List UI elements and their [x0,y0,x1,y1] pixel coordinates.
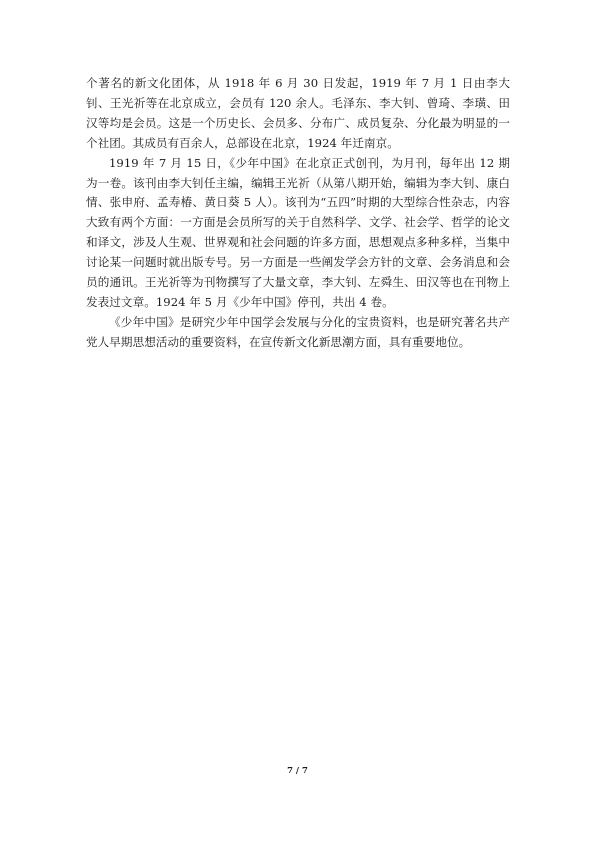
paragraph-journal-history: 1919 年 7 月 15 日，《少年中国》在北京正式创刊，为月刊，每年出 12 期为一卷。该刊由李大钊任主编，编辑王光祈（从第八期开始，编辑为李大钊、康白情、张申府、孟寿椿、黄日葵 5 人）。该刊为“五四”时期的大型综合性杂志，内容大致有两个方面：一方面是会员所写的关于自然科学、文学、社会学、哲学的论文和译文，涉及人生观、世界观和社会问题的许多方面，思想观点多种多样，当集中讨论某一问题时就出版专号。另一方面是一些阐发学会方针的文章、会务消息和会员的通讯。王光祈等为刊物撰写了大量文章，李大钊、左舜生、田汉等也在刊物上发表过文章。1924 年 5 月《少年中国》停刊，共出 4 卷。 [86,155,510,309]
paragraph-continued: 个著名的新文化团体，从 1918 年 6 月 30 日发起，1919 年 7 月 1 日由李大钊、王光祈等在北京成立，会员有 120 余人。毛泽东、李大钊、曾琦、李璜、田汉等均是会员。这是一个历史长、会员多、分布广、成员复杂、分化最为明显的一个社团。其成员有百余人，总部设在北京，1924 年迁南京。 [86,76,510,150]
document-body [86,74,510,353]
paragraph-significance: 《少年中国》是研究少年中国学会发展与分化的宝贵资料，也是研究著名共产党人早期思想活动的重要资料，在宣传新文化新思潮方面，具有重要地位。 [86,314,510,349]
page-number: 7 / 7 [287,766,308,776]
